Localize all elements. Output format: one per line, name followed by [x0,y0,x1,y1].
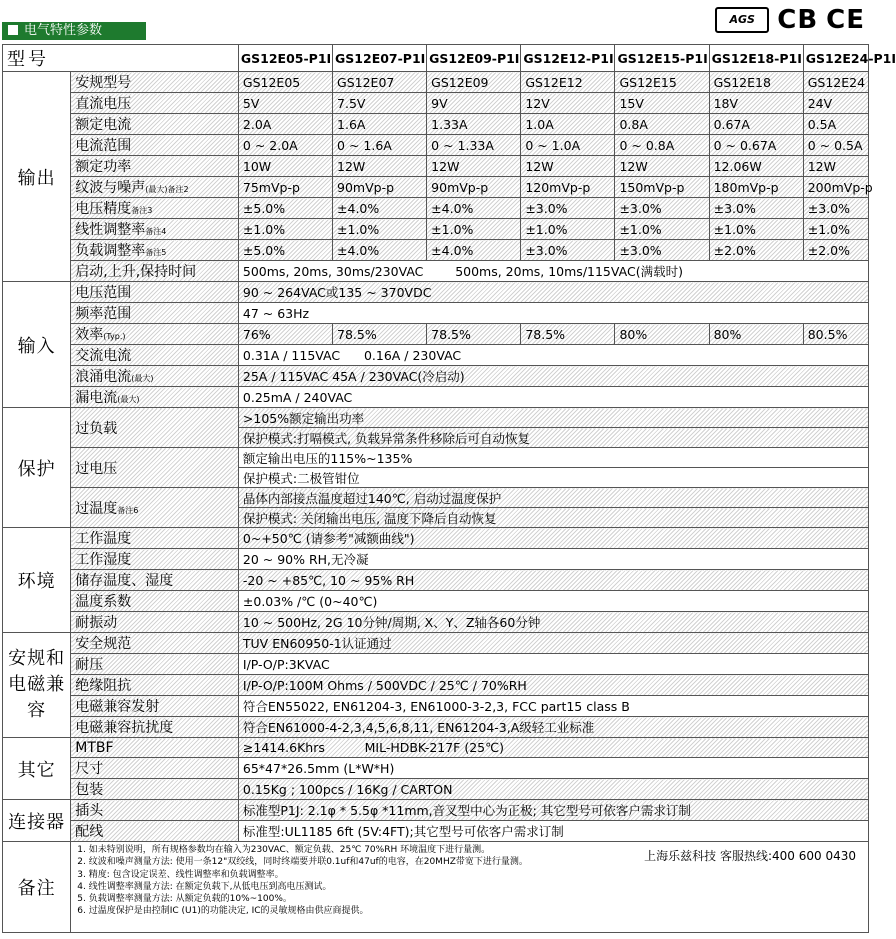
model-header: GS12E15-P1I [615,45,709,72]
row-label-text: 电磁兼容抗扰度 [75,720,174,736]
row-label-text: 安全规范 [75,636,132,652]
row-label-text: 直流电压 [75,96,132,112]
row-label-note: (最大)备注2 [145,185,189,194]
table-row [3,324,869,345]
row-label [71,345,239,366]
spec-value: 1.6A [333,114,427,135]
table-row [3,758,869,779]
table-row [3,345,869,366]
table-row [3,156,869,177]
spec-value: 120mVp-p [521,177,615,198]
square-icon [8,25,18,35]
row-label-text: 额定电流 [75,117,132,133]
spec-value: ±3.0% [521,240,615,261]
spec-value: 47 ~ 63Hz [238,303,868,324]
spec-value: ±3.0% [615,240,709,261]
row-label [71,408,239,448]
spec-value: 晶体内部接点温度超过140℃, 启动过温度保护 [238,488,868,508]
row-label-text: 电流范围 [75,138,132,154]
table-row [3,93,869,114]
table-row [3,633,869,654]
model-header: GS12E24-P1I [803,45,868,72]
spec-value: 12W [427,156,521,177]
table-row [3,261,869,282]
table-row [3,738,869,758]
row-label-text: 过负载 [75,420,118,437]
section-header-title: 电气特性参数 [24,23,103,38]
table-row [3,570,869,591]
row-label [71,696,239,717]
spec-value: 0.25mA / 240VAC [238,387,868,408]
spec-value: 0 ~ 0.8A [615,135,709,156]
row-label-text: 工作温度 [75,531,132,547]
spec-value: 9V [427,93,521,114]
spec-value: 0.5A [803,114,868,135]
table-row [3,696,869,717]
spec-value: 标准型:UL1185 6ft (5V:4FT);其它型号可依客户需求订制 [238,821,868,842]
table-row [3,114,869,135]
row-label-text: 温度系数 [75,594,132,610]
spec-value: 0~+50℃ (请参考"减额曲线") [238,528,868,549]
row-label-text: 工作湿度 [75,552,132,568]
spec-value: 10W [238,156,332,177]
spec-value: 1.0A [521,114,615,135]
table-row [3,408,869,428]
spec-value: 80.5% [803,324,868,345]
spec-value: 12W [803,156,868,177]
row-label [71,738,239,758]
note-item: 2. 纹波和噪声测量方法: 使用一条12"双绞线，同时终端要并联0.1uf和47uf的电容，在20MHZ带宽下进行量测。 [77,857,528,868]
row-label [71,261,239,282]
table-row [3,366,869,387]
spec-value: ±4.0% [333,240,427,261]
spec-value: ±1.0% [709,219,803,240]
cb-logo: CB [777,5,819,35]
spec-value: GS12E09 [427,72,521,93]
certification-logos [715,6,865,34]
table-row [3,528,869,549]
table-row [3,219,869,240]
spec-value: -20 ~ +85℃, 10 ~ 95% RH [238,570,868,591]
row-label [71,156,239,177]
note-item: 4. 线性调整率测量方法: 在额定负载下,从低电压到高电压测试。 [77,881,332,892]
model-header: GS12E09-P1I [427,45,521,72]
row-label-text: 电磁兼容发射 [75,699,160,715]
section-other: 其它 [3,738,71,800]
row-label-text: 负载调整率 [75,243,146,259]
spec-value: 0.67A [709,114,803,135]
spec-value: 25A / 115VAC 45A / 230VAC(冷启动) [238,366,868,387]
spec-value: GS12E05 [238,72,332,93]
row-label-text: 包装 [75,782,104,798]
row-label-text: MTBF [75,739,114,756]
row-label-text: 储存温度、湿度 [75,573,174,589]
row-label-note: 备注6 [117,505,139,515]
spec-value: >105%额定输出功率 [238,408,868,428]
spec-value: 5V [238,93,332,114]
spec-value: 78.5% [521,324,615,345]
row-label [71,387,239,408]
spec-table [2,44,896,933]
model-label: 型号 [3,45,239,72]
spec-value: 0 ~ 1.0A [521,135,615,156]
row-label [71,324,239,345]
row-label [71,528,239,549]
row-label [71,758,239,779]
row-label-text: 过温度 [75,500,118,517]
table-row [3,240,869,261]
row-label [71,448,239,488]
row-label [71,135,239,156]
spec-value: 90mVp-p [427,177,521,198]
section-input: 输入 [3,282,71,408]
spec-value: ±1.0% [427,219,521,240]
spec-value: ±3.0% [521,198,615,219]
service-hotline: 上海乐兹科技 客服热线:400 600 0430 [644,849,856,863]
spec-value: ±5.0% [238,240,332,261]
spec-value: 15V [615,93,709,114]
note-item: 5. 负载调整率测量方法: 从额定负载的10%~100%。 [77,894,292,905]
table-row [3,282,869,303]
spec-value: 90 ~ 264VAC或135 ~ 370VDC [238,282,868,303]
spec-value: 10 ~ 500Hz, 2G 10分钟/周期, X、Y、Z轴各60分钟 [238,612,868,633]
table-row [3,612,869,633]
spec-value: 180mVp-p [709,177,803,198]
spec-value: 额定输出电压的115%~135% [238,448,868,468]
row-label-text: 耐压 [75,657,104,673]
spec-value: I/P-O/P:100M Ohms / 500VDC / 25℃ / 70%RH [238,675,868,696]
spec-value: 18V [709,93,803,114]
spec-value: ±4.0% [333,198,427,219]
row-label-text: 绝缘阻抗 [75,678,132,694]
spec-value: 80% [709,324,803,345]
spec-value: 0.15Kg ; 100pcs / 16Kg / CARTON [238,779,868,800]
table-row [3,717,869,738]
spec-value: ±3.0% [709,198,803,219]
row-label-text: 频率范围 [75,306,132,322]
spec-value: 标准型P1J: 2.1φ * 5.5φ *11mm,音叉型中心为正极; 其它型号可依客户需求订制 [238,800,868,821]
row-label [71,633,239,654]
table-row [3,800,869,821]
spec-value: ±3.0% [803,198,868,219]
spec-value: 0 ~ 1.33A [427,135,521,156]
table-row [3,448,869,468]
spec-value: 0.31A / 115VAC 0.16A / 230VAC [238,345,868,366]
section-environment: 环境 [3,528,71,633]
spec-value: GS12E18 [709,72,803,93]
note-item: 6. 过温度保护是由控制IC (U1)的功能决定, IC的灵敏规格由供应商提供。 [77,906,369,917]
row-label [71,219,239,240]
spec-value: I/P-O/P:3KVAC [238,654,868,675]
row-label-text: 线性调整率 [75,222,146,238]
spec-value: 保护模式: 关闭输出电压, 温度下降后自动恢复 [238,508,868,528]
row-label [71,570,239,591]
spec-value: ±2.0% [803,240,868,261]
spec-value: 12V [521,93,615,114]
table-row [3,591,869,612]
table-row [3,779,869,800]
spec-value: 1.33A [427,114,521,135]
row-label [71,303,239,324]
row-label [71,177,239,198]
row-label-text: 纹波与噪声 [75,180,146,196]
row-label [71,675,239,696]
spec-value: ±0.03% /℃ (0~40℃) [238,591,868,612]
row-label-text: 过电压 [75,460,118,477]
row-label-text: 漏电流 [75,390,118,406]
row-label-note: (Typ.) [103,332,126,341]
spec-value: 12W [615,156,709,177]
row-label [71,366,239,387]
spec-value: ±2.0% [709,240,803,261]
spec-value: 78.5% [427,324,521,345]
model-header: GS12E18-P1I [709,45,803,72]
section-notes: 备注 [3,842,71,933]
spec-value: ±3.0% [615,198,709,219]
spec-value: 0.8A [615,114,709,135]
spec-value: ±1.0% [615,219,709,240]
row-label [71,591,239,612]
section-safety: 安规和电磁兼容 [3,633,71,738]
spec-value: 符合EN55022, EN61204-3, EN61000-3-2,3, FCC part15 class B [238,696,868,717]
row-label-text: 效率 [75,327,104,343]
spec-value: ±1.0% [238,219,332,240]
row-label-note: 备注3 [131,206,153,215]
row-label-text: 启动,上升,保持时间 [75,264,197,280]
table-row [3,654,869,675]
spec-value: ±5.0% [238,198,332,219]
spec-value: 0 ~ 2.0A [238,135,332,156]
note-item: 3. 精度: 包含设定误差、线性调整率和负载调整率。 [77,869,284,880]
table-row [3,303,869,324]
row-label [71,800,239,821]
section-header [2,22,146,40]
spec-value: 90mVp-p [333,177,427,198]
table-row [3,488,869,508]
spec-value: TUV EN60950-1认证通过 [238,633,868,654]
row-label-text: 插头 [75,803,104,819]
spec-value: 12W [521,156,615,177]
spec-value: 12.06W [709,156,803,177]
table-row [3,821,869,842]
row-label-text: 电压范围 [75,285,132,301]
row-label-note: (最大) [131,374,154,383]
spec-value: ±1.0% [333,219,427,240]
spec-value: 0 ~ 0.67A [709,135,803,156]
table-row [3,549,869,570]
spec-value: 65*47*26.5mm (L*W*H) [238,758,868,779]
spec-value: 75mVp-p [238,177,332,198]
section-protection: 保护 [3,408,71,528]
spec-value: 24V [803,93,868,114]
spec-value: 150mVp-p [615,177,709,198]
section-connector: 连接器 [3,800,71,842]
spec-value: 76% [238,324,332,345]
row-label-note: 备注5 [145,248,167,257]
ce-logo: CE [826,5,865,35]
spec-value: ±4.0% [427,198,521,219]
row-label [71,821,239,842]
row-label-text: 电压精度 [75,201,132,217]
row-label [71,282,239,303]
table-row [3,387,869,408]
spec-value: 200mVp-p [803,177,868,198]
row-label [71,72,239,93]
row-label [71,240,239,261]
row-label-note: (最大) [117,395,140,404]
model-header: GS12E12-P1I [521,45,615,72]
table-row [3,45,869,72]
spec-value: ≥1414.6Khrs MIL-HDBK-217F (25℃) [238,738,868,758]
row-label [71,779,239,800]
row-label [71,114,239,135]
spec-value: GS12E07 [333,72,427,93]
table-row [3,842,869,933]
table-row [3,198,869,219]
spec-value: ±4.0% [427,240,521,261]
spec-value: 20 ~ 90% RH,无冷凝 [238,549,868,570]
row-label [71,488,239,528]
notes-cell [71,842,869,933]
row-label-text: 浪涌电流 [75,369,132,385]
row-label-text: 安规型号 [75,75,132,91]
table-row [3,177,869,198]
spec-value: 符合EN61000-4-2,3,4,5,6,8,11, EN61204-3,A级轻工业标准 [238,717,868,738]
spec-value: 保护模式:二极管钳位 [238,468,868,488]
row-label-text: 尺寸 [75,761,104,777]
table-row [3,135,869,156]
spec-value: ±1.0% [521,219,615,240]
row-label-text: 配线 [75,824,104,840]
row-label-note: 备注4 [145,227,167,236]
row-label [71,612,239,633]
model-header: GS12E07-P1I [333,45,427,72]
spec-value: 0 ~ 0.5A [803,135,868,156]
spec-value: 2.0A [238,114,332,135]
spec-value: GS12E12 [521,72,615,93]
row-label [71,198,239,219]
spec-value: 80% [615,324,709,345]
model-header: GS12E05-P1I [238,45,332,72]
spec-value: GS12E15 [615,72,709,93]
spec-value: 12W [333,156,427,177]
row-label [71,549,239,570]
row-label-text: 交流电流 [75,348,132,364]
row-label [71,654,239,675]
spec-value: 0 ~ 1.6A [333,135,427,156]
note-item: 1. 如未特别说明，所有规格参数均在输入为230VAC、额定负载、25℃ 70%RH 环境温度下进行量测。 [77,845,491,855]
table-row [3,72,869,93]
ags-logo: AGS [715,7,769,33]
spec-value: 保护模式:打嗝模式, 负载异常条件移除后可自动恢复 [238,428,868,448]
row-label-text: 额定功率 [75,159,132,175]
spec-value: 78.5% [333,324,427,345]
row-label-text: 耐振动 [75,615,118,631]
spec-value: 7.5V [333,93,427,114]
spec-value: 500ms, 20ms, 30ms/230VAC 500ms, 20ms, 10ms/115VAC(满载时) [238,261,868,282]
row-label [71,93,239,114]
row-label [71,717,239,738]
spec-value: GS12E24 [803,72,868,93]
section-output: 输出 [3,72,71,282]
table-row [3,675,869,696]
spec-value: ±1.0% [803,219,868,240]
